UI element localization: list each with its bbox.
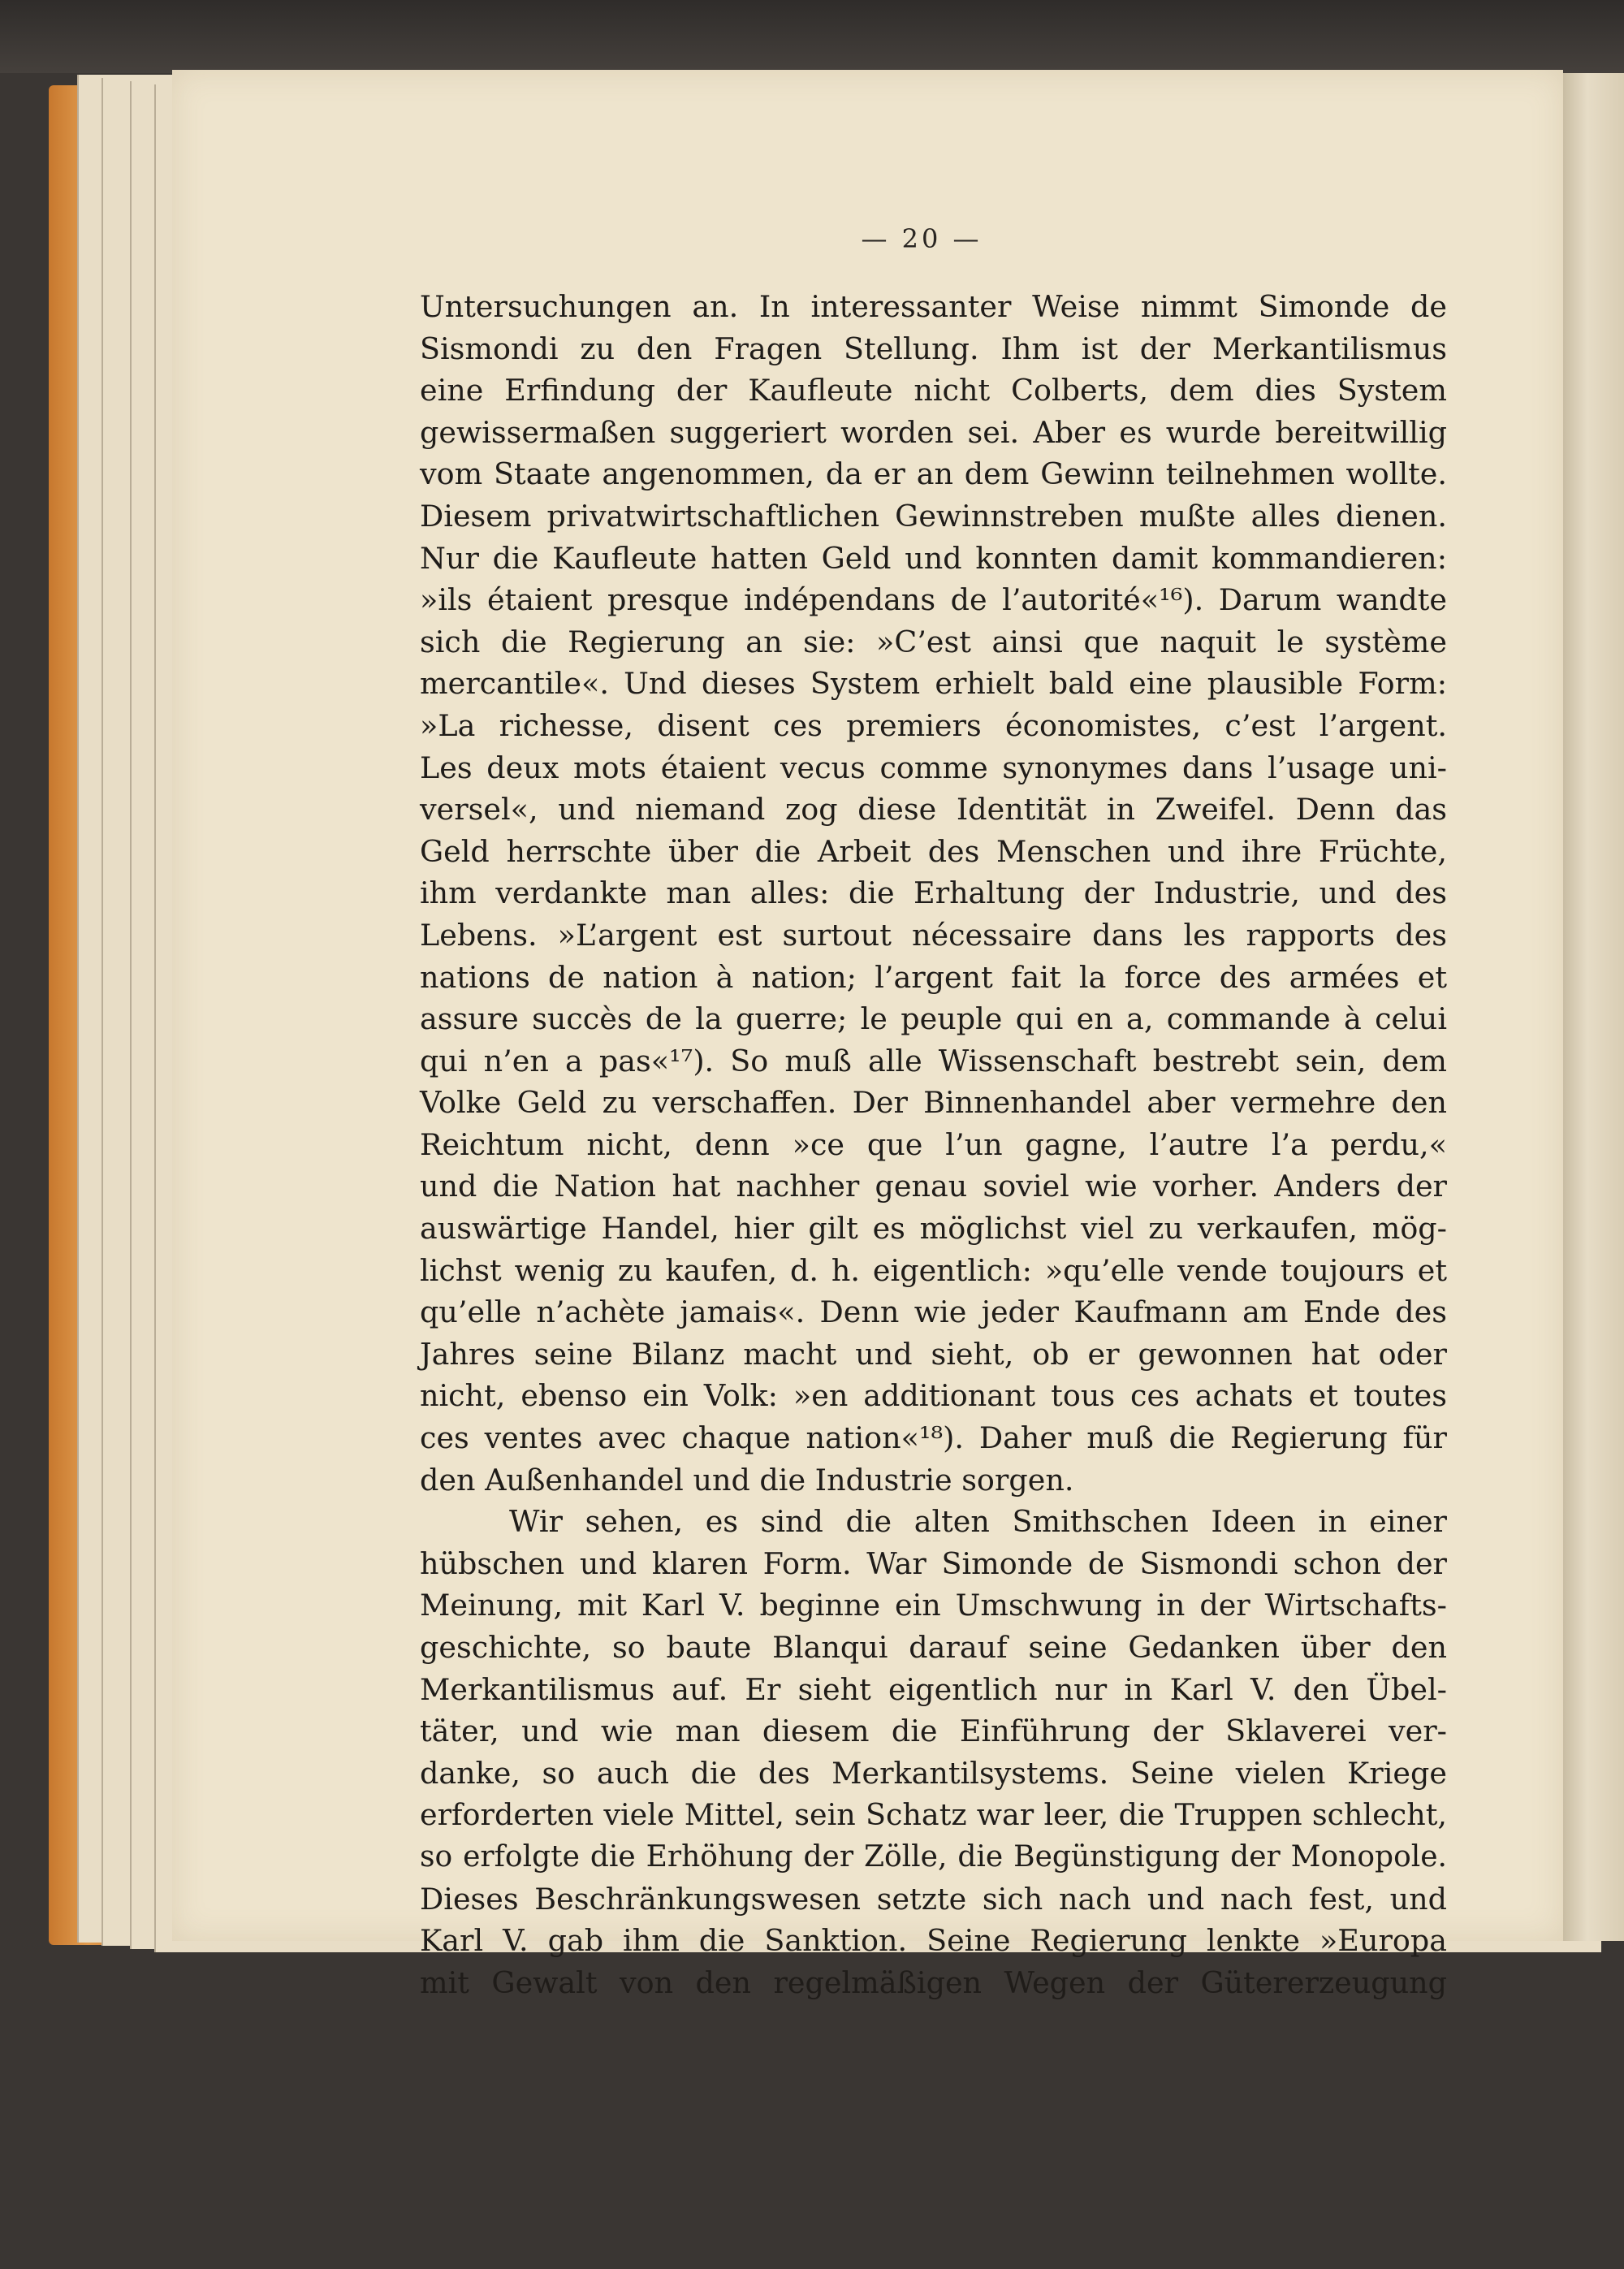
text-line: Volke Geld zu verschaffen. Der Binnenhandel aber vermehre den xyxy=(420,1085,1447,1121)
text-line: geschichte, so baute Blanqui darauf seine Gedanken über den xyxy=(420,1630,1447,1665)
text-line: nations de nation à nation; l’argent fait la force des armées et xyxy=(420,959,1447,995)
text-line: ces ventes avec chaque nation«¹⁸). Daher muß die Regierung für xyxy=(420,1420,1447,1456)
text-line: qui n’en a pas«¹⁷). So muß alle Wissenschaft bestrebt sein, dem xyxy=(420,1043,1447,1078)
text-line: »La richesse, disent ces premiers économistes, c’est l’argent. xyxy=(420,707,1447,743)
text-line: qu’elle n’achète jamais«. Denn wie jeder Kaufmann am Ende des xyxy=(420,1294,1447,1330)
text-line: Diesem privatwirtschaftlichen Gewinnstreben mußte alles dienen. xyxy=(420,498,1447,534)
text-line: versel«, und niemand zog diese Identität in Zweifel. Denn das xyxy=(420,792,1447,828)
text-line: gewissermaßen suggeriert worden sei. Aber es wurde bereitwillig xyxy=(420,414,1447,450)
body-text xyxy=(420,286,1447,2003)
text-line: täter, und wie man diesem die Einführung der Sklaverei ver- xyxy=(420,1714,1447,1749)
text-line: eine Erfindung der Kaufleute nicht Colberts, dem dies System xyxy=(420,373,1447,408)
text-line: hübschen und klaren Form. War Simonde de Sismondi schon der xyxy=(420,1545,1447,1581)
text-line: Jahres seine Bilanz macht und sieht, ob er gewonnen hat oder xyxy=(420,1336,1447,1372)
text-line: mit Gewalt von den regelmäßigen Wegen der Gütererzeugung xyxy=(420,1964,1447,2000)
text-line: mercantile«. Und dieses System erhielt bald eine plausible Form: xyxy=(420,666,1447,702)
text-line: Nur die Kaufleute hatten Geld und konnten damit kommandieren: xyxy=(420,540,1447,576)
text-line: sich die Regierung an sie: »C’est ainsi que naquit le système xyxy=(420,624,1447,659)
text-line: vom Staate angenommen, da er an dem Gewinn teilnehmen wollte. xyxy=(420,456,1447,492)
page-gutter-shadow xyxy=(1563,73,1624,1941)
text-line: Reichtum nicht, denn »ce que l’un gagne, l’autre l’a perdu,« xyxy=(420,1126,1447,1162)
text-line: Untersuchungen an. In interessanter Weise nimmt Simonde de xyxy=(420,289,1447,324)
text-line: Les deux mots étaient vecus comme synonymes dans l’usage uni- xyxy=(420,750,1447,785)
text-line: Meinung, mit Karl V. beginne ein Umschwung in der Wirtschafts- xyxy=(420,1588,1447,1623)
text-line: Wir sehen, es sind die alten Smithschen Ideen in einer xyxy=(509,1504,1447,1540)
scanner-background xyxy=(0,0,1624,73)
text-line: den Außenhandel und die Industrie sorgen. xyxy=(420,1462,1074,1498)
text-line: lichst wenig zu kaufen, d. h. eigentlich: »qu’elle vende toujours et xyxy=(420,1252,1447,1288)
text-line: danke, so auch die des Merkantilsystems. Seine vielen Kriege xyxy=(420,1755,1447,1791)
text-line: ihm verdankte man alles: die Erhaltung der Industrie, und des xyxy=(420,875,1447,911)
text-line: Karl V. gab ihm die Sanktion. Seine Regierung lenkte »Europa xyxy=(420,1923,1447,1959)
text-line: assure succès de la guerre; le peuple qui en a, commande à celui xyxy=(420,1001,1447,1037)
text-line: und die Nation hat nachher genau soviel wie vorher. Anders der xyxy=(420,1169,1447,1204)
text-line: so erfolgte die Erhöhung der Zölle, die Begünstigung der Monopole. xyxy=(420,1839,1447,1874)
text-line: auswärtige Handel, hier gilt es möglichst viel zu verkaufen, mög- xyxy=(420,1211,1447,1247)
text-line: Dieses Beschränkungswesen setzte sich nach und nach fest, und xyxy=(420,1881,1447,1917)
text-line: Lebens. »L’argent est surtout nécessaire dans les rapports des xyxy=(420,917,1447,953)
text-line: »ils étaient presque indépendans de l’autorité«¹⁶). Darum wandte xyxy=(420,582,1447,618)
text-line: erforderten viele Mittel, sein Schatz war leer, die Truppen schlecht, xyxy=(420,1797,1447,1833)
text-line: Geld herrschte über die Arbeit des Menschen und ihre Früchte, xyxy=(420,833,1447,869)
page-number: — 20 — xyxy=(861,223,983,254)
text-line: Sismondi zu den Fragen Stellung. Ihm ist der Merkantilismus xyxy=(420,331,1447,366)
text-line: nicht, ebenso ein Volk: »en additionant tous ces achats et toutes xyxy=(420,1378,1447,1414)
text-line: Merkantilismus auf. Er sieht eigentlich nur in Karl V. den Übel- xyxy=(420,1671,1447,1707)
